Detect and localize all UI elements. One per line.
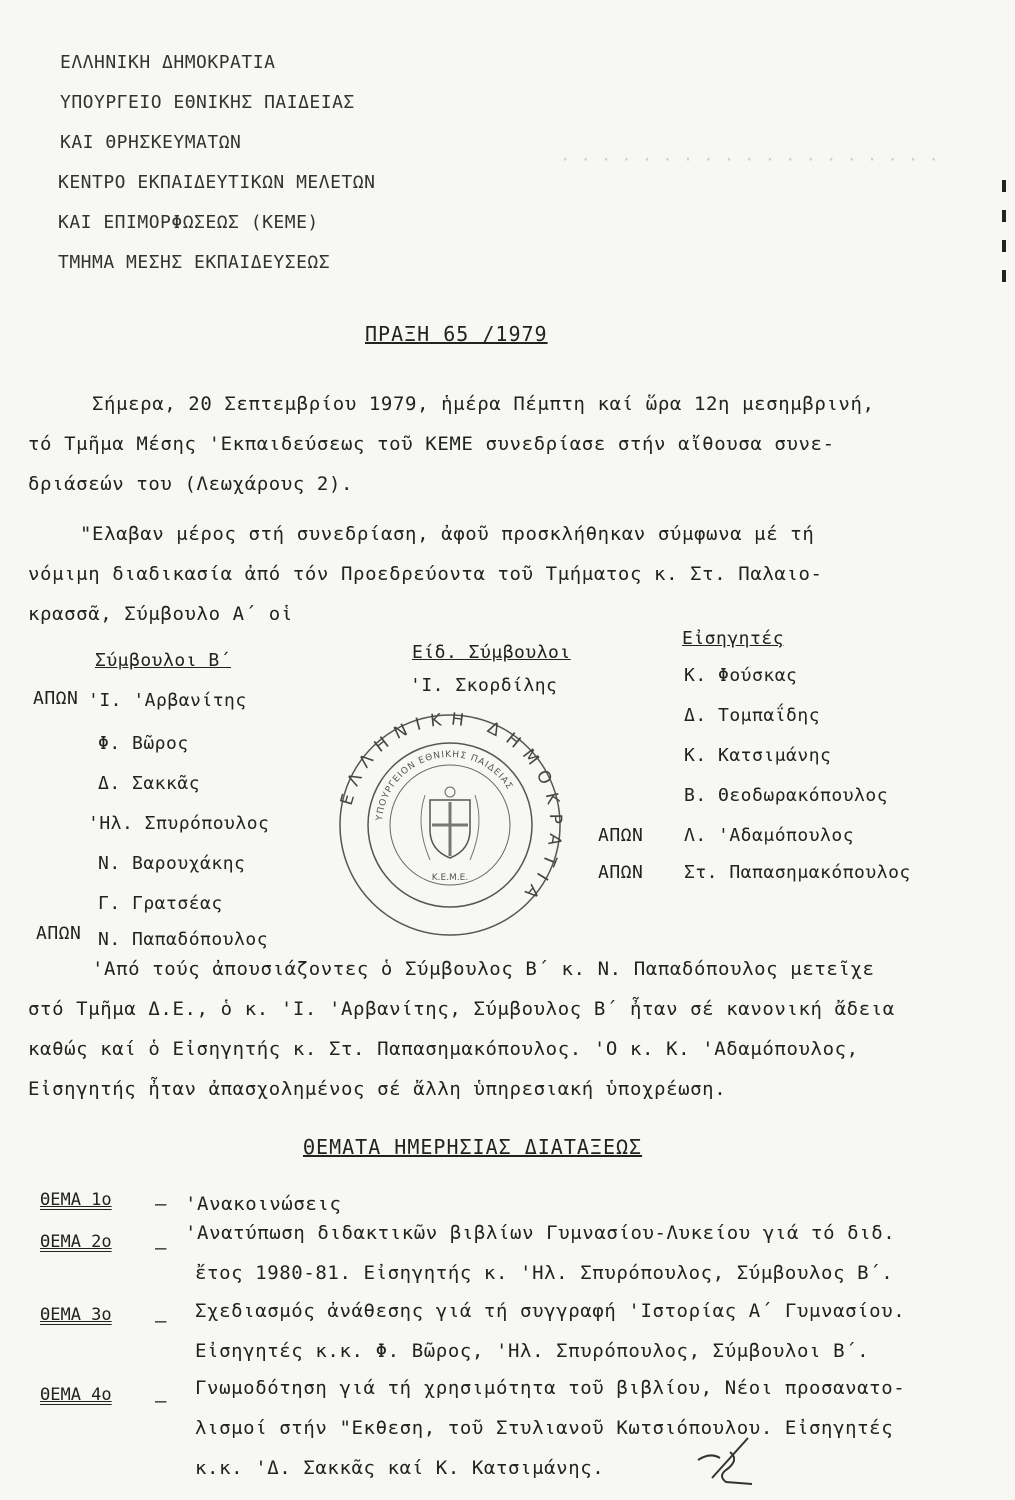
agenda-item-text: κ.κ. 'Δ. Σακκᾶς καί Κ. Κατσιμάνης. [195, 1457, 605, 1479]
intro-line-3: δριάσεών του (Λεωχάρους 2). [28, 473, 354, 495]
agenda-item-text: Εἰσηγητές κ.κ. Φ. Βῶρος, 'Ηλ. Σπυρόπουλος, Σύμβουλοι Β΄. [195, 1340, 870, 1362]
intro-line-2: τό Τμῆμα Μέσης 'Εκπαιδεύσεως τοῦ ΚΕΜΕ συνεδρίασε στήν αἴθουσα συνε- [28, 433, 835, 455]
svg-text:Κ.Ε.Μ.Ε.: Κ.Ε.Μ.Ε. [431, 873, 469, 883]
symvoulos-b-name: Γ. Γρατσέας [98, 893, 223, 914]
symvoulos-b-name: Ν. Βαρουχάκης [98, 853, 246, 874]
agenda-item-dash: – [155, 1193, 168, 1215]
absentees-line-3: καθώς καί ὁ Εἰσηγητής κ. Στ. Παπασημακόπουλος. 'Ο κ. Κ. 'Αδαμόπουλος, [28, 1038, 859, 1060]
agenda-item-dash: – [155, 1310, 168, 1332]
participants-line-1: "Ελαβαν μέρος στή συνεδρίαση, ἀφοῦ προσκλήθηκαν σύμφωνα μέ τή [80, 523, 815, 545]
document-title: ΠΡΑΞΗ 65 /1979 [365, 322, 548, 346]
agenda-item-text: Σχεδιασμός ἀνάθεσης γιά τή συγγραφή 'Ιστορίας Α΄ Γυμνασίου. [195, 1300, 906, 1322]
absentees-line-4: Εἰσηγητής ἦταν ἀπασχολημένος σέ ἄλλη ὑπηρεσιακή ὑποχρέωση. [28, 1078, 727, 1100]
bleed-through-text: · · · · · · · · · · · · · · · · · · · [560, 150, 939, 170]
svg-text:ΕΛΛΗΝΙΚΗ ΔΗΜΟΚΡΑΤΙΑ: ΕΛΛΗΝΙΚΗ ΔΗΜΟΚΡΑΤΙΑ [336, 710, 565, 909]
svg-text:ΥΠΟΥΡΓΕΙΟΝ ΕΘΝΙΚΗΣ ΠΑΙΔΕΙΑΣ: ΥΠΟΥΡΓΕΙΟΝ ΕΘΝΙΚΗΣ ΠΑΙΔΕΙΑΣ [375, 749, 515, 822]
agenda-item-text: Γνωμοδότηση γιά τή χρησιμότητα τοῦ βιβλίου, Νέοι προσανατο- [195, 1377, 906, 1399]
absentees-line-2: στό Τμῆμα Δ.Ε., ὁ κ. 'Ι. 'Αρβανίτης, Σύμβουλος Β΄ ἦταν σέ κανονική ἄδεια [28, 998, 895, 1020]
header-line-4: ΚΕΝΤΡΟ ΕΚΠΑΙΔΕΥΤΙΚΩΝ ΜΕΛΕΤΩΝ [58, 172, 376, 193]
eisigitis-name: Λ. 'Αδαμόπουλος [684, 825, 855, 846]
symvoulos-b-name: 'Ηλ. Σπυρόπουλος [88, 813, 270, 834]
eid-symvouloi-heading: Είδ. Σύμβουλοι [412, 642, 571, 663]
absent-mark: ΑΠΩΝ [33, 688, 79, 709]
header-line-2: ΥΠΟΥΡΓΕΙΟ ΕΘΝΙΚΗΣ ΠΑΙΔΕΙΑΣ [60, 92, 355, 113]
participants-line-2: νόμιμη διαδικασία ἀπό τόν Προεδρεύοντα τοῦ Τμήματος κ. Στ. Παλαιο- [28, 563, 823, 585]
agenda-item-dash: – [155, 1237, 168, 1259]
margin-mark [1002, 210, 1006, 222]
participants-line-3: κρασσᾶ, Σύμβουλο Α΄ οἱ [28, 603, 293, 625]
header-line-3: ΚΑΙ ΘΡΗΣΚΕΥΜΑΤΩΝ [60, 132, 242, 153]
agenda-item-label: ΘΕΜΑ 4ο [40, 1385, 112, 1405]
header-line-5: ΚΑΙ ΕΠΙΜΟΡΦΩΣΕΩΣ (ΚΕΜΕ) [58, 212, 319, 233]
official-seal-stamp [335, 710, 565, 940]
header-line-6: ΤΜΗΜΑ ΜΕΣΗΣ ΕΚΠΑΙΔΕΥΣΕΩΣ [58, 252, 331, 273]
symvouloi-b-heading: Σύμβουλοι Β΄ [95, 650, 232, 671]
eisigites-heading: Εἰσηγητές [682, 628, 785, 649]
margin-mark [1002, 240, 1006, 252]
agenda-title: ΘΕΜΑΤΑ ΗΜΕΡΗΣΙΑΣ ΔΙΑΤΑΞΕΩΣ [303, 1135, 643, 1159]
absent-mark: ΑΠΩΝ [598, 825, 644, 846]
agenda-item-dash: – [155, 1390, 168, 1412]
eisigitis-name: Β. Θεοδωρακόπουλος [684, 785, 889, 806]
agenda-item-label: ΘΕΜΑ 1ο [40, 1190, 112, 1210]
eisigitis-name: Δ. Τομπαΐδης [684, 705, 821, 726]
handwritten-signature [690, 1430, 760, 1490]
symvoulos-b-name: Δ. Σακκᾶς [98, 773, 201, 794]
agenda-item-text: 'Ανακοινώσεις [185, 1193, 342, 1215]
symvoulos-b-name: Φ. Βῶρος [98, 733, 189, 754]
eisigitis-name: Στ. Παπασημακόπουλος [684, 862, 911, 883]
absent-mark: ΑΠΩΝ [598, 862, 644, 883]
agenda-item-text: 'Ανατύπωση διδακτικῶν βιβλίων Γυμνασίου-Λυκείου γιά τό διδ. [185, 1222, 896, 1244]
margin-mark [1002, 180, 1006, 192]
agenda-item-label: ΘΕΜΑ 3ο [40, 1305, 112, 1325]
margin-mark [1002, 270, 1006, 282]
eid-symvoulos-name: 'Ι. Σκορδίλης [410, 675, 558, 696]
header-line-1: ΕΛΛΗΝΙΚΗ ΔΗΜΟΚΡΑΤΙΑ [60, 52, 276, 73]
eisigitis-name: Κ. Φούσκας [684, 665, 798, 686]
absent-mark: ΑΠΩΝ [36, 923, 82, 944]
intro-line-1: Σήμερα, 20 Σεπτεμβρίου 1979, ἡμέρα Πέμπτη καί ὥρα 12η μεσημβρινή, [92, 393, 875, 415]
symvoulos-b-name: Ν. Παπαδόπουλος [98, 929, 269, 950]
agenda-item-text: ἔτος 1980-81. Εἰσηγητής κ. 'Ηλ. Σπυρόπουλος, Σύμβουλος Β΄. [195, 1262, 894, 1284]
absentees-line-1: 'Από τούς ἀπουσιάζοντες ὁ Σύμβουλος Β΄ κ. Ν. Παπαδόπουλος μετεῖχε [92, 958, 875, 980]
eisigitis-name: Κ. Κατσιμάνης [684, 745, 832, 766]
agenda-item-text: λισμοί στήν "Εκθεση, τοῦ Στυλιανοῦ Κωτσιόπουλου. Εἰσηγητές [195, 1417, 894, 1439]
symvoulos-b-name: 'Ι. 'Αρβανίτης [88, 690, 247, 711]
agenda-item-label: ΘΕΜΑ 2ο [40, 1232, 112, 1252]
